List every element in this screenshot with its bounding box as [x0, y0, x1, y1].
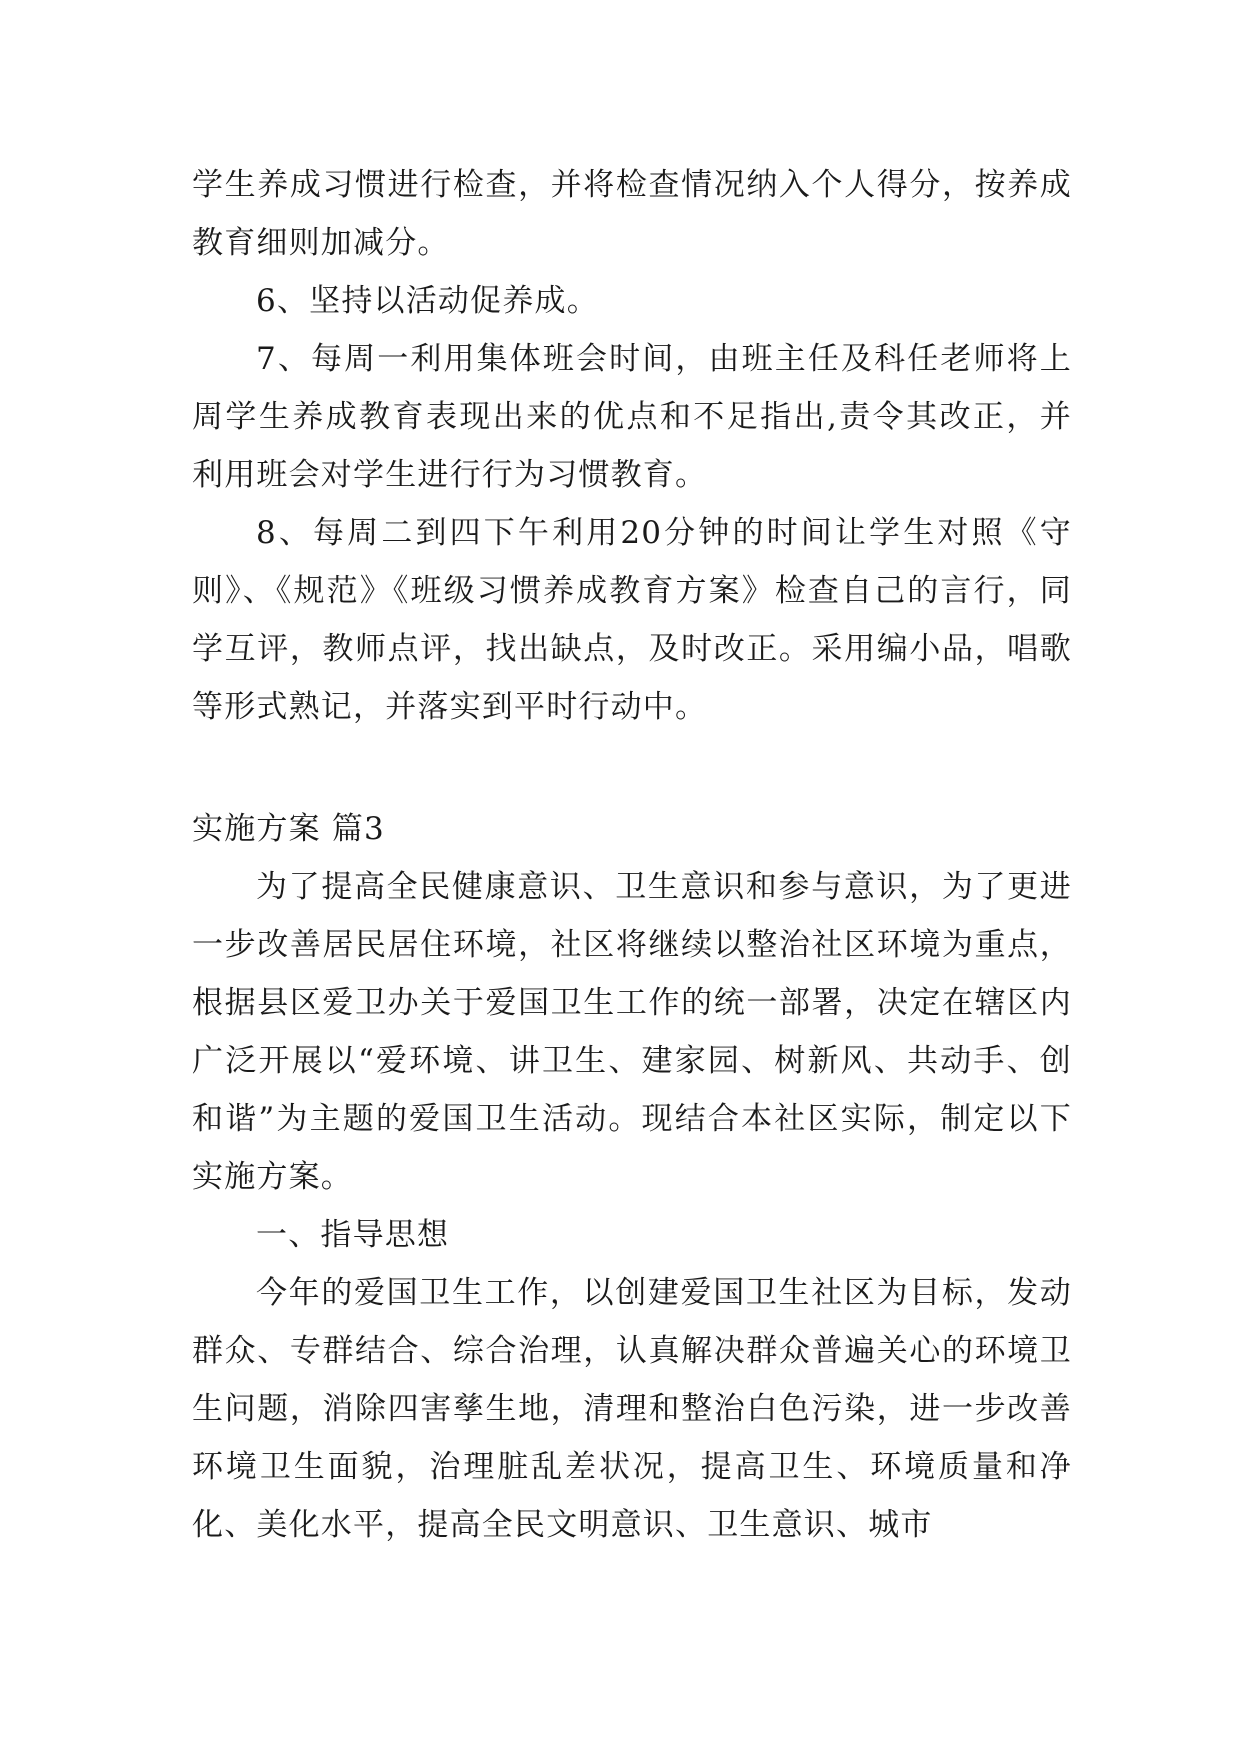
- guiding-ideology-paragraph: 今年的爱国卫生工作，以创建爱国卫生社区为目标，发动群众、专群结合、综合治理，认真解决群众普遍关心的环境卫生问题，消除四害孳生地，清理和整治白色污染，进一步改善环境卫生面貌，治理脏乱差状况，提高卫生、环境质量和净化、美化水平，提高全民文明意识、卫生意识、城市: [192, 1275, 1072, 1543]
- paragraph-item-8: 8、每周二到四下午利用20分钟的时间让学生对照《守则》、《规范》《班级习惯养成教育方案》检查自己的言行，同学互评，教师点评，找出缺点，及时改正。采用编小品，唱歌等形式熟记，并落实到平时行动中。: [192, 515, 1072, 725]
- section-intro-paragraph: 为了提高全民健康意识、卫生意识和参与意识，为了更进一步改善居民居住环境，社区将继续以整治社区环境为重点，根据县区爱卫办关于爱国卫生工作的统一部署，决定在辖区内广泛开展以“爱环境、讲卫生、建家园、树新风、共动手、创和谐”为主题的爱国卫生活动。现结合本社区实际，制定以下实施方案。: [192, 869, 1072, 1195]
- document-body: [192, 156, 1072, 1554]
- paragraph-item-7: 7、每周一利用集体班会时间，由班主任及科任老师将上周学生养成教育表现出来的优点和不足指出,责令其改正，并利用班会对学生进行行为习惯教育。: [192, 341, 1072, 493]
- paragraph-item-6: 6、坚持以活动促养成。: [256, 283, 599, 319]
- paragraph-continued: 学生养成习惯进行检查，并将检查情况纳入个人得分，按养成教育细则加减分。: [192, 167, 1072, 261]
- subheading-guiding-ideology: 一、指导思想: [256, 1217, 450, 1253]
- section-title: 实施方案 篇3: [192, 811, 385, 847]
